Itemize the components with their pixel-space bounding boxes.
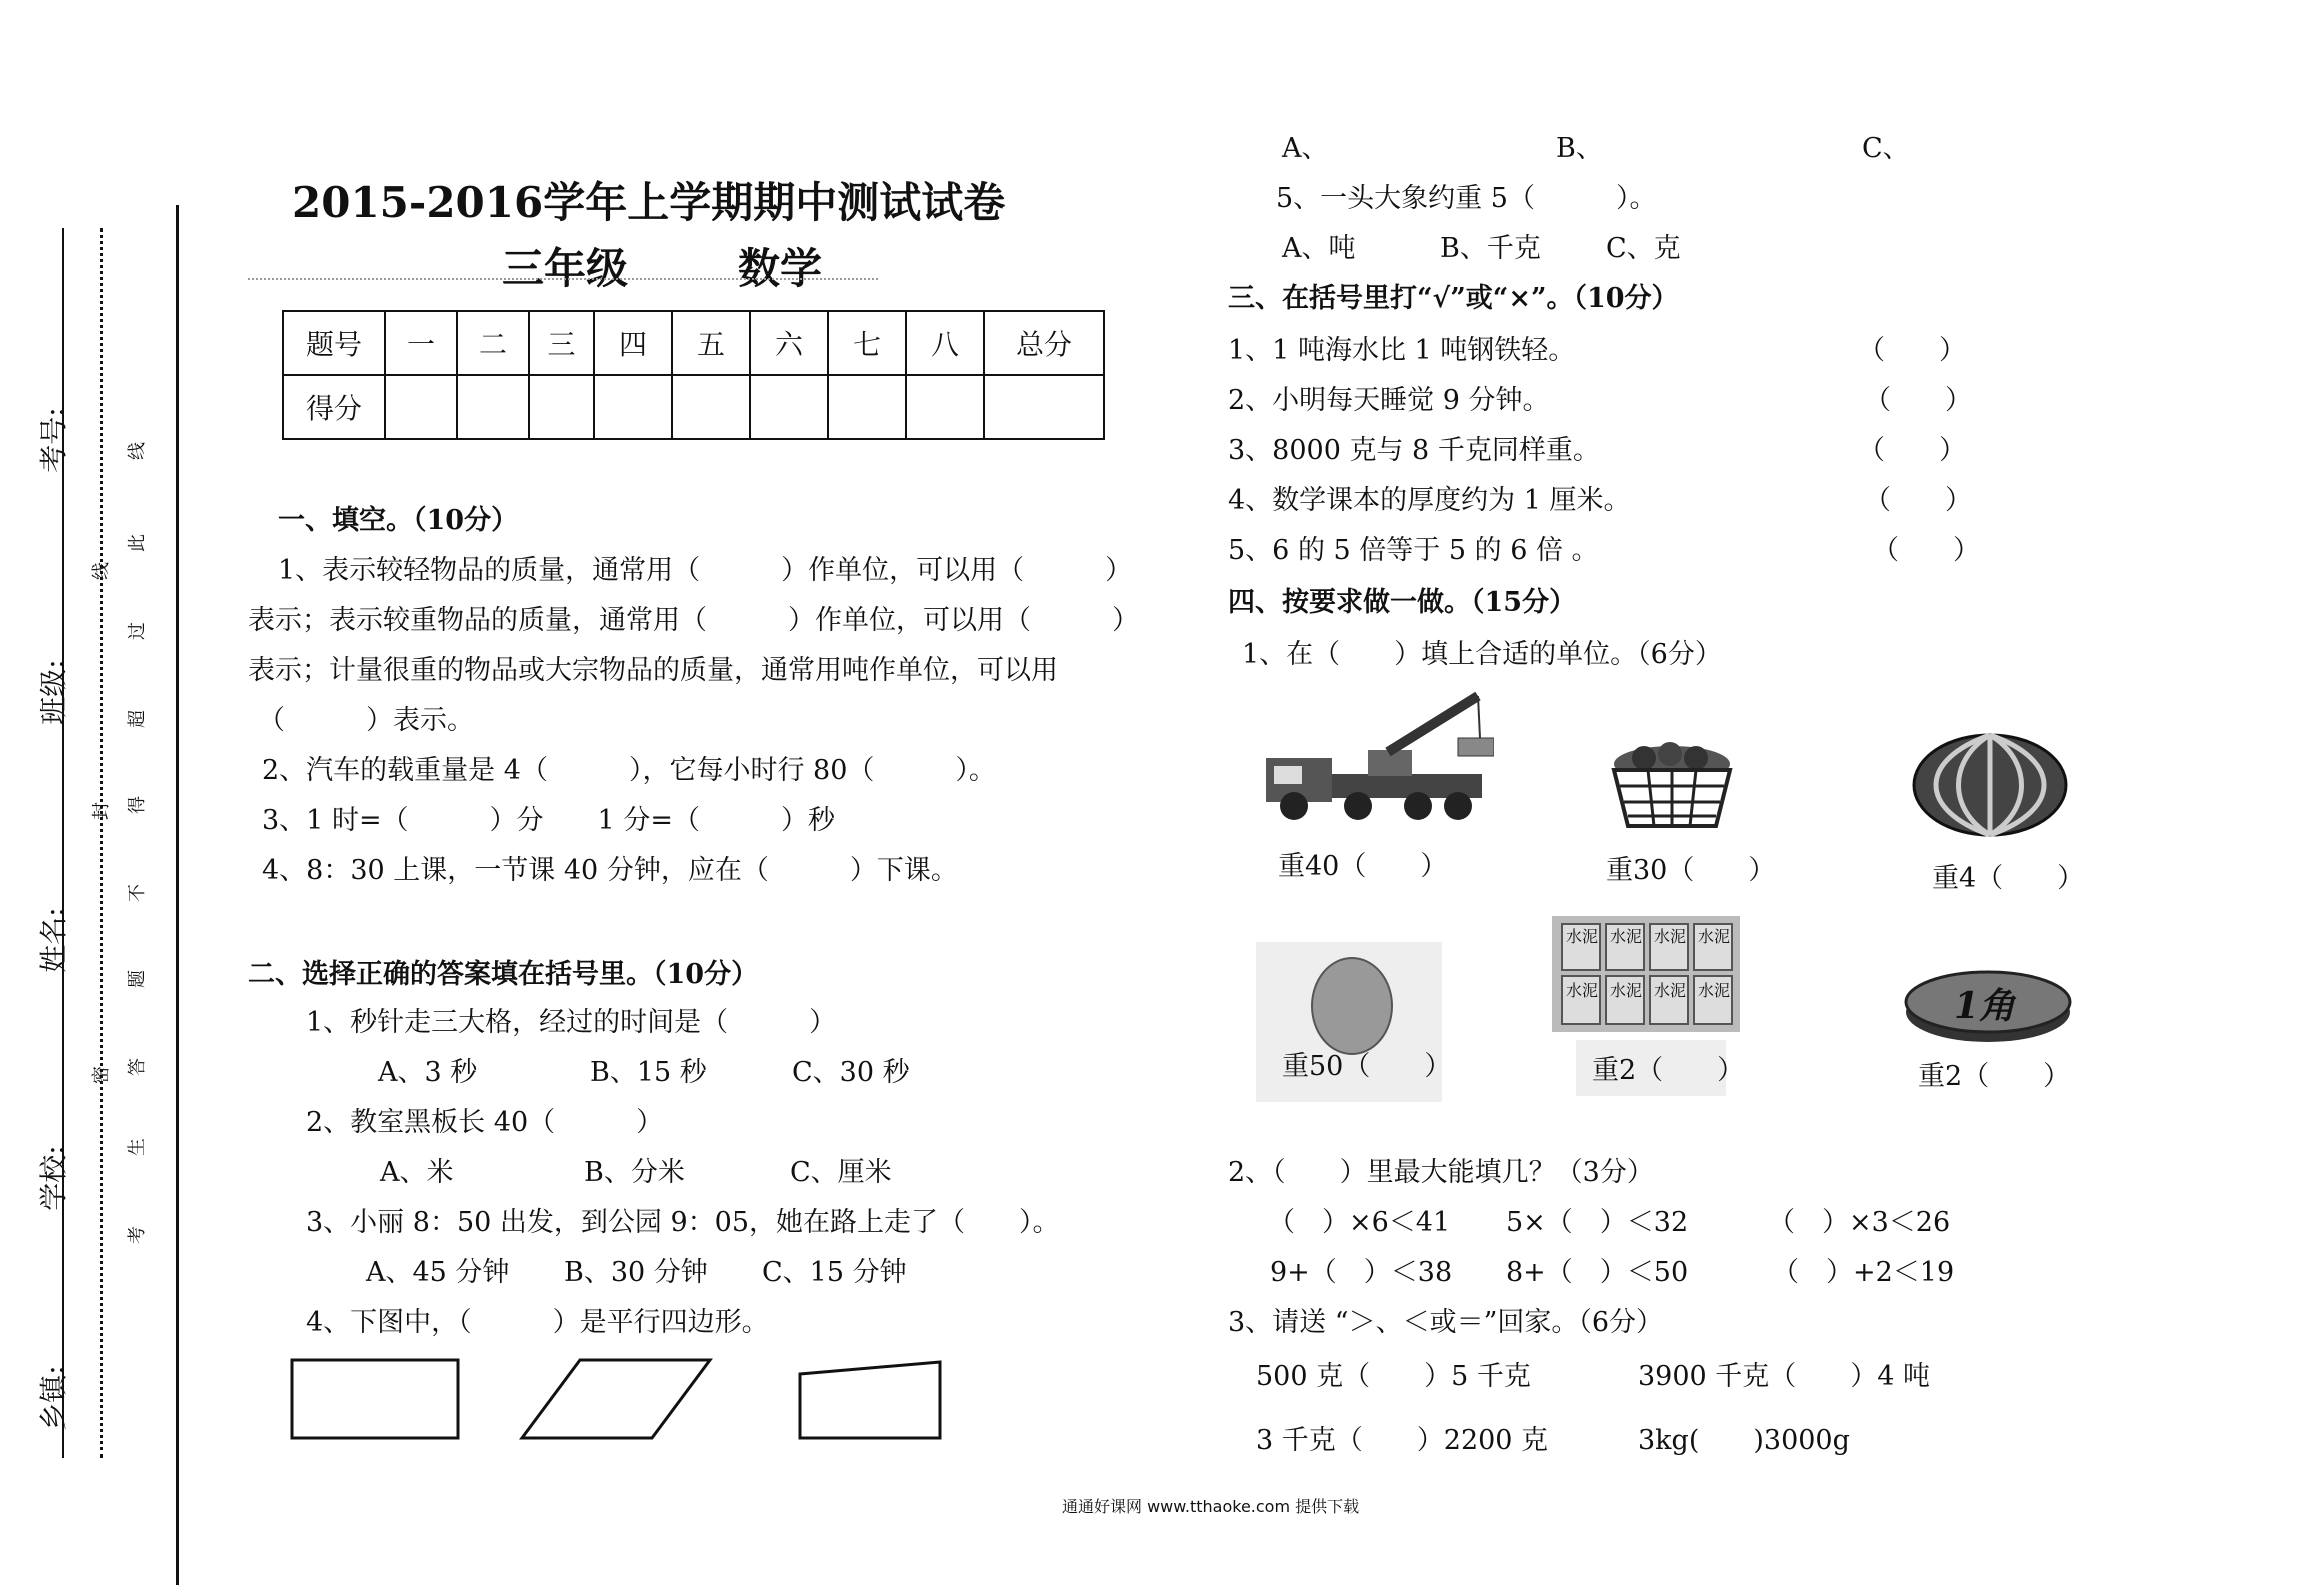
warning-char: 生 bbox=[127, 1138, 148, 1156]
score-input-cell[interactable] bbox=[457, 375, 529, 439]
judgement-item: 5、6 的 5 倍等于 5 的 6 倍 。 bbox=[1228, 535, 1599, 566]
warning-char: 线 bbox=[127, 442, 148, 460]
field-township: 乡镇: bbox=[37, 1365, 70, 1431]
section1-line: 3、1 时=（ ）分 1 分=（ ）秒 bbox=[262, 805, 835, 836]
warning-char: 过 bbox=[127, 622, 148, 640]
section2-question: 3、小丽 8：50 出发，到公园 9：05，她在路上走了（ ）。 bbox=[306, 1207, 1060, 1238]
option: A、吨 bbox=[1282, 233, 1356, 264]
warning-char: 考 bbox=[127, 1226, 148, 1244]
picture-label: 重30（ ） bbox=[1606, 855, 1776, 886]
exam-grade: 三年级 bbox=[502, 244, 629, 293]
cement-label: 水泥 bbox=[1698, 981, 1731, 1000]
score-table-header-row bbox=[283, 311, 1104, 375]
cement-label: 水泥 bbox=[1566, 927, 1599, 946]
option: C、30 秒 bbox=[792, 1057, 910, 1088]
option: B、千克 bbox=[1440, 233, 1541, 264]
seal-char: 封 bbox=[91, 802, 112, 820]
exam-subject: 数学 bbox=[738, 244, 823, 293]
answer-bracket[interactable]: （ ） bbox=[1872, 535, 1980, 566]
rectangle-shape bbox=[292, 1360, 458, 1438]
section4-question: 2、（ ）里最大能填几？（3分） bbox=[1228, 1157, 1654, 1188]
score-cell: 一 bbox=[385, 311, 457, 375]
score-cell: 五 bbox=[672, 311, 750, 375]
option: B、 bbox=[1556, 133, 1603, 164]
score-cell: 八 bbox=[906, 311, 984, 375]
score-input-cell[interactable] bbox=[984, 375, 1104, 439]
inequality-item: （ ）×6＜41 bbox=[1268, 1207, 1451, 1238]
cement-label: 水泥 bbox=[1698, 927, 1731, 946]
coin-text: 1角 bbox=[1954, 985, 2016, 1027]
score-input-cell[interactable] bbox=[529, 375, 594, 439]
field-school: 学校: bbox=[37, 1145, 70, 1211]
score-input-cell[interactable] bbox=[828, 375, 906, 439]
egg-icon bbox=[1304, 948, 1400, 1058]
answer-bracket[interactable]: （ ） bbox=[1864, 385, 1972, 416]
seal-char: 密 bbox=[91, 1066, 112, 1084]
inequality-item: （ ）×3＜26 bbox=[1768, 1207, 1951, 1238]
picture-label: 重4（ ） bbox=[1932, 863, 2085, 894]
field-name: 姓名: bbox=[37, 907, 70, 973]
section4-heading: 四、按要求做一做。（15分） bbox=[1228, 587, 1577, 618]
section2-question: 2、教室黑板长 40（ ） bbox=[306, 1107, 664, 1138]
comparison-item: 3900 千克（ ）4 吨 bbox=[1638, 1361, 1931, 1392]
score-cell: 二 bbox=[457, 311, 529, 375]
inequality-item: （ ）+2＜19 bbox=[1772, 1257, 1955, 1288]
option: B、30 分钟 bbox=[564, 1257, 708, 1288]
score-input-cell[interactable] bbox=[906, 375, 984, 439]
section2-question: 4、下图中，（ ）是平行四边形。 bbox=[306, 1307, 769, 1338]
answer-bracket[interactable]: （ ） bbox=[1858, 335, 1966, 366]
watermelon-icon bbox=[1908, 730, 2072, 840]
score-row-label: 得分 bbox=[283, 375, 385, 439]
answer-bracket[interactable]: （ ） bbox=[1864, 485, 1972, 516]
score-cell: 六 bbox=[750, 311, 828, 375]
section2-question: 1、秒针走三大格，经过的时间是（ ） bbox=[306, 1007, 837, 1038]
score-cell: 三 bbox=[529, 311, 594, 375]
option: A、 bbox=[1282, 133, 1329, 164]
section4-question: 3、请送 “＞、＜或＝”回家。（6分） bbox=[1228, 1307, 1664, 1338]
score-cell: 总分 bbox=[984, 311, 1104, 375]
section4-question: 1、在（ ）填上合适的单位。（6分） bbox=[1242, 639, 1722, 670]
picture-label: 重2（ ） bbox=[1592, 1055, 1745, 1086]
option: A、米 bbox=[380, 1157, 454, 1188]
score-table-score-row bbox=[283, 375, 1104, 439]
section1-line: 4、8：30 上课，一节课 40 分钟，应在（ ）下课。 bbox=[262, 855, 958, 886]
option: A、45 分钟 bbox=[366, 1257, 510, 1288]
shapes-figure bbox=[280, 1352, 960, 1452]
inequality-item: 9+（ ）＜38 bbox=[1270, 1257, 1453, 1288]
option: C、15 分钟 bbox=[762, 1257, 907, 1288]
binding-dotted-line bbox=[100, 228, 103, 1458]
seal-char: 线 bbox=[91, 562, 112, 580]
warning-char: 题 bbox=[127, 970, 148, 988]
answer-bracket[interactable]: （ ） bbox=[1858, 435, 1966, 466]
picture-label: 重2（ ） bbox=[1918, 1061, 2071, 1092]
picture-label: 重50（ ） bbox=[1282, 1051, 1452, 1082]
option: B、分米 bbox=[584, 1157, 685, 1188]
judgement-item: 4、数学课本的厚度约为 1 厘米。 bbox=[1228, 485, 1631, 516]
section1-heading: 一、填空。（10分） bbox=[278, 505, 519, 536]
option: A、3 秒 bbox=[378, 1057, 478, 1088]
section1-line: （ ）表示。 bbox=[258, 705, 474, 736]
footer-credit: 通通好课网 www.tthaoke.com 提供下载 bbox=[1062, 1497, 1360, 1516]
section1-line: 表示；计量很重的物品或大宗物品的质量，通常用吨作单位，可以用 bbox=[248, 655, 1058, 686]
warning-char: 超 bbox=[127, 710, 148, 728]
cement-label: 水泥 bbox=[1654, 927, 1687, 946]
parallelogram-shape bbox=[522, 1360, 710, 1438]
basket-icon bbox=[1604, 742, 1740, 832]
inequality-item: 8+（ ）＜50 bbox=[1506, 1257, 1689, 1288]
exam-title: 2015-2016学年上学期期中测试试卷 bbox=[292, 178, 1006, 227]
section1-line: 2、汽车的载重量是 4（ ），它每小时行 80（ ）。 bbox=[262, 755, 996, 786]
option: C、克 bbox=[1606, 233, 1681, 264]
score-cell: 四 bbox=[594, 311, 672, 375]
option: B、15 秒 bbox=[590, 1057, 707, 1088]
judgement-item: 3、8000 克与 8 千克同样重。 bbox=[1228, 435, 1600, 466]
crane-truck-icon bbox=[1258, 690, 1494, 830]
section1-line: 1、表示较轻物品的质量，通常用（ ）作单位，可以用（ ） bbox=[278, 555, 1133, 586]
option: C、 bbox=[1862, 133, 1910, 164]
warning-char: 此 bbox=[127, 534, 148, 552]
score-table bbox=[282, 310, 1105, 440]
cement-label: 水泥 bbox=[1566, 981, 1599, 1000]
section2-question: 5、一头大象约重 5（ ）。 bbox=[1276, 183, 1657, 214]
section2-heading: 二、选择正确的答案填在括号里。（10分） bbox=[248, 959, 759, 990]
warning-char: 得 bbox=[127, 796, 148, 814]
binding-border-line bbox=[176, 205, 179, 1585]
judgement-item: 2、小明每天睡觉 9 分钟。 bbox=[1228, 385, 1550, 416]
picture-label: 重40（ ） bbox=[1278, 851, 1448, 882]
comparison-item: 3 千克（ ）2200 克 bbox=[1256, 1425, 1549, 1456]
score-input-cell[interactable] bbox=[385, 375, 457, 439]
warning-char: 不 bbox=[127, 884, 148, 902]
score-input-cell[interactable] bbox=[672, 375, 750, 439]
comparison-item: 3kg( )3000g bbox=[1638, 1425, 1850, 1456]
comparison-item: 500 克（ ）5 千克 bbox=[1256, 1361, 1531, 1392]
cement-label: 水泥 bbox=[1610, 927, 1643, 946]
field-class: 班级: bbox=[37, 659, 70, 725]
score-input-cell[interactable] bbox=[750, 375, 828, 439]
cement-label: 水泥 bbox=[1654, 981, 1687, 1000]
section1-line: 表示；表示较重物品的质量，通常用（ ）作单位，可以用（ ） bbox=[248, 605, 1139, 636]
judgement-item: 1、1 吨海水比 1 吨钢铁轻。 bbox=[1228, 335, 1576, 366]
field-exam-number: 考号: bbox=[37, 407, 70, 473]
section3-heading: 三、在括号里打“√”或“×”。（10分） bbox=[1228, 283, 1679, 314]
inequality-item: 5×（ ）＜32 bbox=[1506, 1207, 1689, 1238]
score-cell: 题号 bbox=[283, 311, 385, 375]
option: C、厘米 bbox=[790, 1157, 892, 1188]
cement-label: 水泥 bbox=[1610, 981, 1643, 1000]
trapezoid-shape bbox=[800, 1362, 940, 1438]
score-cell: 七 bbox=[828, 311, 906, 375]
score-input-cell[interactable] bbox=[594, 375, 672, 439]
header-dotted-rule bbox=[248, 278, 878, 280]
warning-char: 答 bbox=[127, 1058, 148, 1076]
